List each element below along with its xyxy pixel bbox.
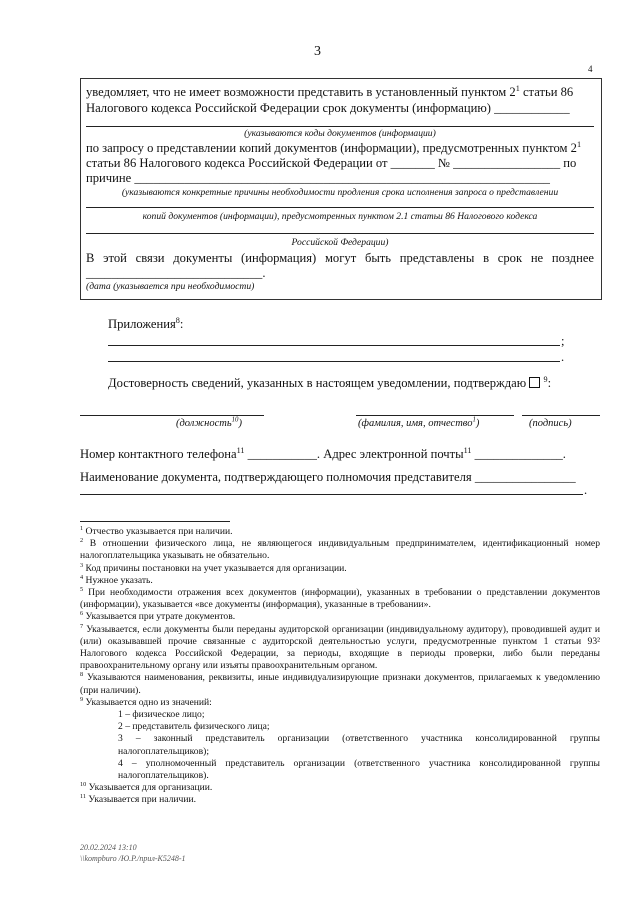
caption-reason-2: копий документов (информации), предусмотренных пунктом 2.1 статьи 86 Налогового кодекса — [142, 211, 538, 222]
sup: 7 — [80, 622, 84, 630]
text: Указывается для организации. — [88, 782, 213, 794]
attachment-line-2[interactable] — [108, 361, 560, 362]
footnote-4 — [80, 575, 600, 587]
sup: 3 — [80, 561, 84, 569]
text: Отчество указывается при наличии. — [85, 526, 233, 537]
name-rule[interactable] — [356, 415, 514, 416]
sup: 11 — [236, 445, 245, 455]
sup: 5 — [80, 585, 84, 593]
text: Указываются наименования, реквизиты, иные индивидуализирующие признаки документов, прилагаемых к уведомлению (при наличии). — [80, 672, 600, 696]
footnote-separator — [80, 521, 230, 522]
sup: 9 — [80, 695, 84, 703]
footnotes — [80, 526, 600, 807]
text: Указывается одно из значений: — [85, 696, 212, 708]
footer-path: \\kompburo /Ю.Р./прил-К5248-1 — [80, 854, 186, 863]
footnote-9 — [80, 697, 600, 709]
sup: 2 — [80, 537, 84, 545]
footer-timestamp: 20.02.2024 13:10 — [80, 843, 137, 852]
text: Указывается при утрате документов. — [85, 611, 236, 623]
contact-line — [80, 447, 566, 462]
footnote-9-value-4: 4 – уполномоченный представитель организации (ответственного участника консолидированной группы налогоплательщиков). — [118, 757, 600, 782]
footnote-5 — [80, 587, 600, 611]
doc-name-end: . — [584, 483, 588, 497]
footnote-1 — [80, 526, 600, 538]
text: Код причины постановки на учет указывается для организации. — [85, 562, 347, 574]
box-line-6: В этой связи документы (информация) могут быть представлены в срок не позднее — [86, 251, 594, 265]
sup: 10 — [231, 416, 239, 424]
sup: 1 — [515, 83, 520, 93]
attachment-line-2-end: . — [561, 350, 565, 364]
text: Достоверность сведений, указанных в настоящем уведомлении, подтверждаю — [108, 376, 527, 390]
doc-name-rule[interactable] — [80, 494, 583, 495]
text: (фамилия, имя, отчество — [358, 418, 473, 429]
footnote-2 — [80, 538, 600, 562]
caption-codes: (указываются коды документов (информации) — [244, 128, 436, 139]
text: Приложения — [108, 317, 176, 331]
text: : — [547, 376, 552, 390]
sup: 8 — [80, 671, 84, 679]
box-line-5: причине __________________________________________________________________ — [86, 171, 550, 185]
text: уведомляет, что не имеет возможности представить в установленный пунктом 2 — [86, 85, 516, 99]
sup: 11 — [80, 793, 87, 801]
sup: 1 — [576, 139, 582, 149]
footnote-9-value-3: 3 – законный представитель организации (ответственного участника консолидированной группы налогоплательщиков); — [118, 733, 600, 757]
text: по запросу о представлении копий документов (информации), предусмотренных пунктом 2 — [86, 141, 577, 155]
sup: 1 — [80, 524, 84, 532]
confirm-line — [108, 376, 551, 391]
footnote-9-value-1: 1 – физическое лицо; — [118, 709, 205, 721]
page-number: 3 — [314, 44, 321, 59]
sup: 6 — [80, 610, 84, 618]
signature-rule[interactable] — [522, 415, 600, 416]
phone-field[interactable]: ___________. — [244, 447, 324, 461]
footnote-10 — [80, 782, 600, 794]
text: Указывается при наличии. — [88, 794, 197, 806]
footnote-8 — [80, 672, 600, 696]
reason-rule-1 — [86, 207, 594, 208]
footnote-11 — [80, 794, 600, 806]
text: (должность — [176, 418, 232, 429]
sup: 1 — [472, 416, 476, 424]
attachment-line-1-end: ; — [561, 334, 565, 348]
sup: 9 — [543, 374, 548, 384]
caption-signature: (подпись) — [529, 418, 572, 429]
caption-position: (должность$^{10}$) — [176, 416, 242, 429]
text: Нужное указать. — [85, 574, 153, 586]
reason-rule-2 — [86, 233, 594, 234]
caption-name: (фамилия, имя, отчество$^1$) — [358, 416, 480, 429]
text: В отношении физического лица, не являющегося индивидуальным предпринимателем, идентификационный номер налогоплательщика указывать не обязательно. — [80, 538, 600, 562]
box-line-2: Налогового кодекса Российской Федерации срок документы (информацию) ____________ — [86, 101, 570, 115]
phone-label: Номер контактного телефона — [80, 447, 237, 461]
footnote-9-value-2: 2 – представитель физического лица; — [118, 721, 270, 733]
sup: 11 — [463, 445, 472, 455]
box-line-3 — [86, 141, 581, 156]
sup: 10 — [80, 781, 87, 789]
caption-reason-1: (указываются конкретные причины необходимости продления срока исполнения запроса о представлении — [121, 187, 559, 198]
footnote-7 — [80, 624, 600, 673]
email-label: Адрес электронной почты — [323, 447, 464, 461]
box-line-7: ____________________________. — [86, 266, 266, 280]
caption-date: (дата (указывается при необходимости) — [86, 281, 255, 292]
text: Указывается, если документы были переданы аудиторской организации (индивидуальному аудитору), проводившей аудит и (или) оказывавшей прочие связанные с аудиторской деятельностью услуги, предусмотренные пунктом 1 статьи 93² Налогового кодекса Российской Федерации, за периоды, входящие в периоды проверки, либо были переданы правоохранительному органу или изъяты правоохранительным органом. — [80, 623, 600, 672]
email-field[interactable]: ______________. — [471, 447, 566, 461]
box-line-1 — [86, 85, 573, 100]
form-page-number: 4 — [588, 64, 593, 74]
doc-name-line: Наименование документа, подтверждающего полномочия представителя ________________ — [80, 470, 576, 484]
footnote-6 — [80, 611, 600, 623]
confirm-checkbox[interactable] — [529, 377, 540, 388]
attachment-line-1[interactable] — [108, 345, 560, 346]
text: статьи 86 — [519, 85, 574, 99]
codes-rule — [86, 126, 594, 127]
sup: 8 — [175, 315, 180, 325]
caption-reason-3: Российской Федерации) — [291, 237, 389, 248]
sup: 4 — [80, 573, 84, 581]
text: При необходимости отражения всех документов (информации), указанных в требовании о представлении документов (информации), указывается «все документы (информация), указанные в требовании». — [80, 587, 600, 611]
attachments-label: Приложения$^8$: — [108, 315, 184, 331]
footnote-3 — [80, 563, 600, 575]
box-line-4: статьи 86 Налогового кодекса Российской Федерации от _______ № _________________ по — [86, 156, 577, 170]
